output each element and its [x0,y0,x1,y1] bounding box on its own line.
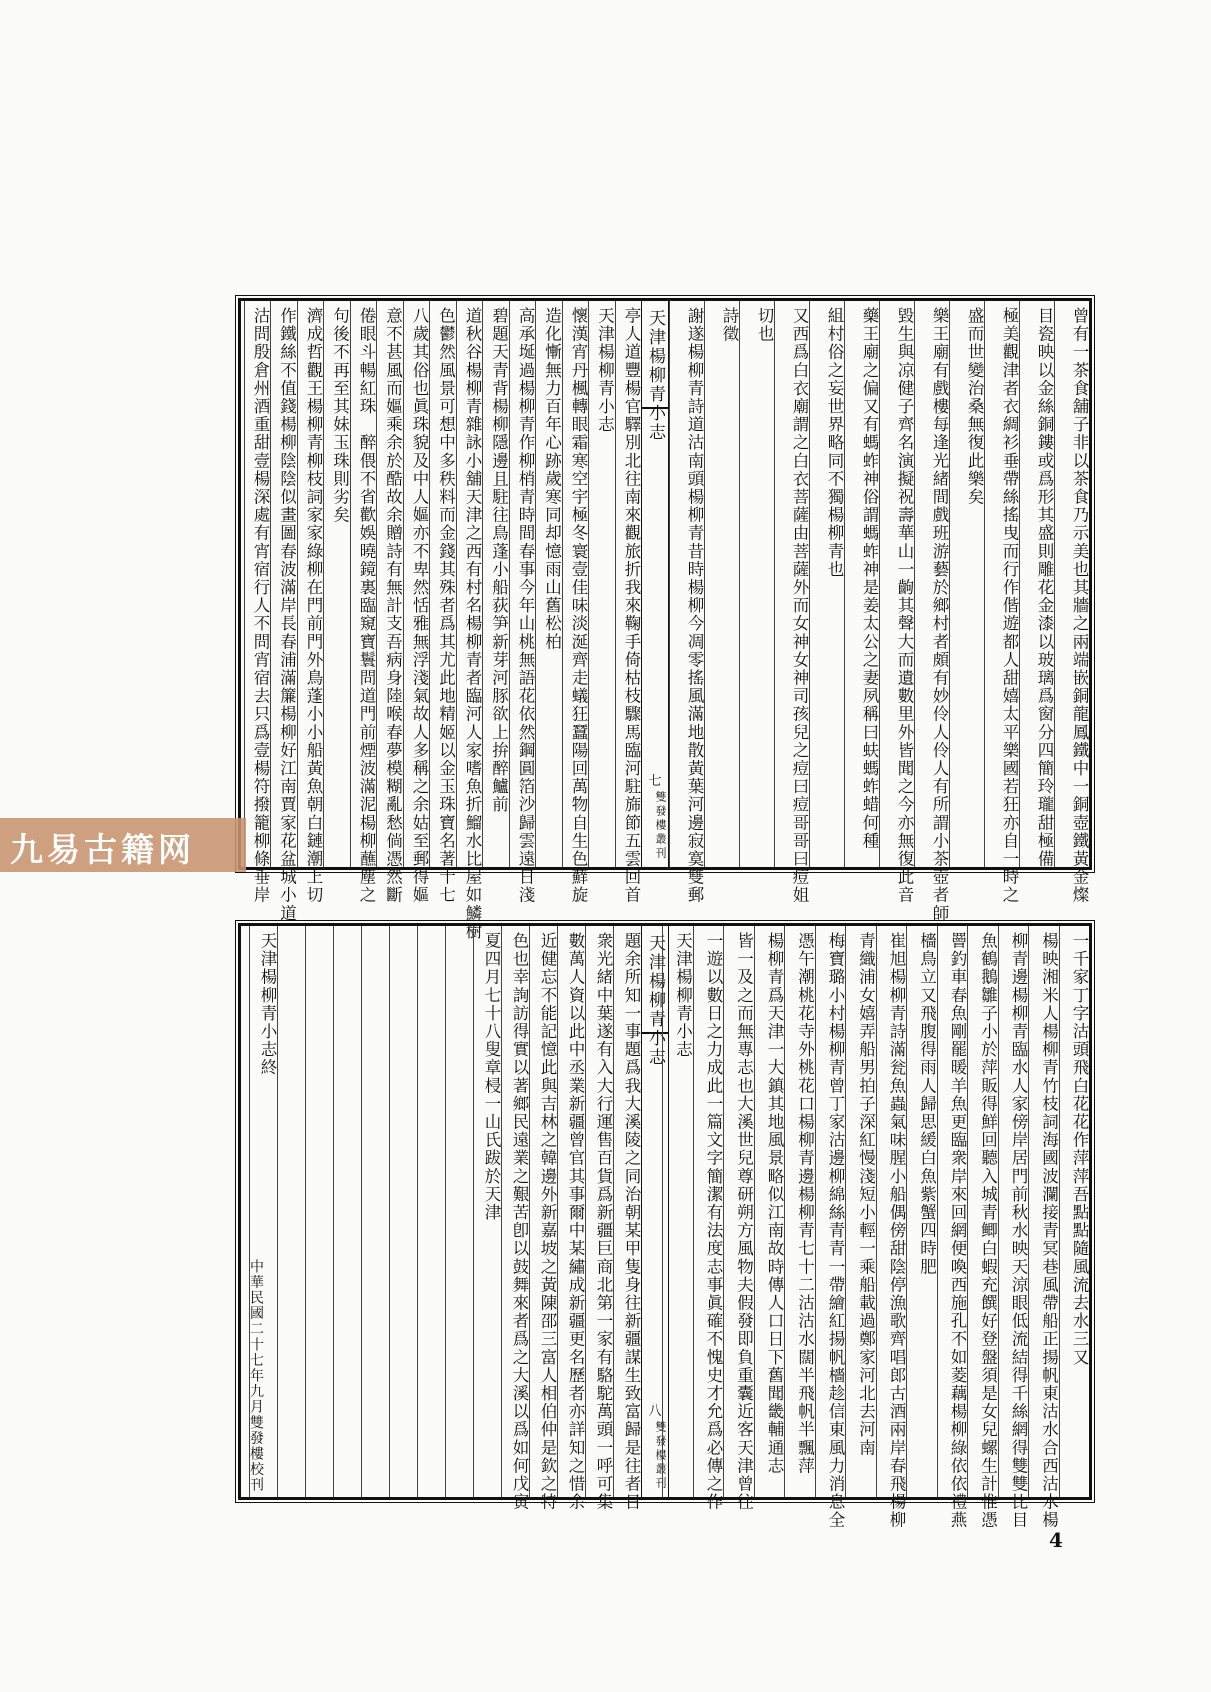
column-rule [501,926,502,1497]
top-folio [238,298,1092,941]
text-column: 意不甚風而嫗乘余於酷故余贈詩有無計支吾病身陸喉春夢模糊亂愁倘憑然斷 [383,307,403,905]
column-rule [613,926,614,1497]
column-rule [723,926,724,1497]
column-rule [333,926,334,1497]
spine-press-name: 雙發樓叢刊 [654,791,667,861]
text-column: 造化慚無力百年心跡歲寒同却憶雨山舊松柏 [542,307,562,651]
page-number: 4 [1049,1528,1063,1552]
column-rule [906,926,907,1497]
column-rule [429,301,430,867]
text-column: 亭人道豐楊官驛別北往南來觀旅折我來鞠手倚枯枝驟馬臨河駐旆節五雲回首 [622,307,641,905]
text-column: 盛而世變治桑無復此樂矣 [965,307,984,507]
text-column: 楊柳青爲天津一大鎮其地風景略似江南故時傳人口日下舊聞畿輔通志 [765,932,784,1475]
text-column: 高承埏過楊柳青作柳梢青時間春事今年山桃無語花依然鋼圓箔沙歸雲遠日淺 [516,307,535,905]
text-column: 近健忘不能記憶此與吉林之韓邊外新嘉坡之黃陳邵三富人相伯仲是欽之特 [538,932,557,1512]
column-rule [949,301,950,867]
text-column: 梅寶璐小村楊柳青曾丁家沽邊柳綿絲青青一帶繪紅揚帆檣趁信東風力消息全 [826,932,845,1530]
top-folio-spine [641,301,669,867]
text-column: 八歲其俗也眞珠貌及中人嫗亦不卑然恬雅無浮淺氣故人多稱之余姑至郵得嫗 [410,307,429,905]
text-column: 句後不再至其妹玉珠則劣矣 [330,307,350,525]
spine-page-number: 七 [648,774,662,789]
text-column: 道秋谷楊柳青雜詠小舖天津之西有村名楊柳青者臨河人家嗜魚折鰡水比屋如鱗樹 [463,307,482,941]
text-column [337,932,359,1491]
column-rule [535,301,536,867]
column-rule [445,926,446,1497]
watermark-text: 九易古籍网 [10,830,195,869]
text-column: 組村俗之妄世界略同不獨楊柳青也 [825,307,844,579]
column-rule [529,926,530,1497]
text-column [393,932,415,1491]
text-column: 夏四月七十八叟章梫一山氏跋於天津 [482,932,501,1222]
column-rule [784,926,785,1497]
column-rule [845,926,846,1497]
text-column: 毀生與凉健子齊名演擬祝壽華山一齣其聲大而遺數里外皆聞之今亦無復此音 [895,307,914,905]
text-column: 倦眼斗暢紅珠 醉偎不省歡娛曉鏡裏臨窺寶鬟問道門前煙波滿泥楊柳蘸塵之 [357,307,376,905]
column-rule [1028,926,1029,1497]
column-rule [376,301,377,867]
column-rule [270,301,271,867]
text-column: 色也幸詢訪得實以著鄉民遠業之艱苦卽以鼓舞來者爲之大溪以爲如何戊寅 [510,932,529,1512]
colophon: 中華民國二十七年九月雙發樓校刊 [248,1259,264,1493]
text-column: 懷漢宵丹楓轉眼霜寒空宇極冬寰壹佳味淡涎齊走蟻狂蠶陽回萬物自生色蘚旋 [569,307,588,905]
text-column: 藥王廟之偏又有螞蚱神俗謂螞蚱神是姜太公之妻夙稱曰蚨螞蚱蜡何種 [860,307,879,850]
text-column: 碧題天青背楊柳隱邊且駐往鳥蓬小船荻笋新芽河豚欲上拚醉鱸前 [489,307,509,814]
column-rule [1019,301,1020,867]
text-column: 天津楊柳青小志終 [258,932,277,1077]
column-rule [305,926,306,1497]
text-column: 天津楊柳青小志 [673,932,693,1059]
column-rule [1054,301,1055,867]
column-rule [389,926,390,1497]
column-rule [669,301,670,867]
text-column: 一千家丁字沽頭飛白花花作萍萍吾點點隨風流去水三又 [1070,932,1089,1367]
column-rule [417,926,418,1497]
bottom-folio [238,923,1092,1530]
text-column: 數萬人資以此中丞業新疆曾官其事爾中某繡成新疆更名歷者亦詳知之惜余 [566,932,585,1512]
text-column: 切也 [755,307,774,344]
text-column: 樂王廟有戲樓每逢光緒間戲班游藝於鄉村者頗有妙伶人伶人有所謂小茶壺者師 [930,307,949,923]
column-rule [739,301,740,867]
text-column: 題余所知一事題爲我大溪陵之同治朝某甲隻身往新疆謀生致富歸是往者日 [622,932,641,1512]
column-rule [984,301,985,867]
text-column [449,932,471,1491]
column-rule [585,926,586,1497]
column-rule [704,301,705,867]
text-column: 楊映湘米人楊柳青竹枝詞海國波瀾接青冥巷風帶船正揚帆東沽水合西沽水楊 [1039,932,1059,1530]
text-column: 柳青邊楊柳青臨水人家傍岸居門前秋水映天涼眼低流結得千絲網得雙雙比目 [1009,932,1028,1530]
column-rule [361,926,362,1497]
column-rule [879,301,880,867]
text-column [309,932,331,1491]
column-rule [473,926,474,1497]
text-column: 又西爲白衣廟謂之白衣菩薩由菩薩外而女神女神司孩兒之痘曰痘哥哥曰痘姐 [790,307,809,905]
text-column: 沽問殷倉州酒重甜壹楊深處有宵宿行人不問宵宿去只爲壹楊符撥籠柳條垂岸 [251,307,270,905]
fish-tail-mark [642,1032,668,1034]
text-column: 色鬱然風景可想中多秩料而金錢其殊者爲其尤此地精姬以金玉珠寶名著十七 [436,307,456,905]
column-rule [588,301,589,867]
column-rule [557,926,558,1497]
text-column: 魚鶴鵝雛子小於萍販得鮮回聽入城青鲫白蝦充饌好登盤須是女兒螺生計惟憑 [978,932,998,1530]
text-column: 青織浦女嬉弄船男拍子深紅慢淺短小輕一乘船載過鄭家河北去河南 [856,932,876,1457]
text-column: 憑午潮桃花寺外桃花口楊柳青邊楊柳青七十二沽沽水闊半飛帆半飄萍 [795,932,815,1475]
watermark-banner [0,818,246,872]
column-rule [277,926,278,1497]
text-column [365,932,387,1491]
text-column [281,932,303,1491]
column-rule [844,301,845,867]
text-column: 作鐵絲不值錢楊柳陰陰似畫圖春波滿岸長春浦滿簾楊柳好江南賈家花盆城小道 [277,307,297,923]
text-column: 曾有一茶食舖子非以茶食乃示美也其牆之兩端嵌銅龍鳳鐵中一銅壺鐵黃金燦 [1070,307,1089,905]
text-column: 極美觀津者衣綢衫垂帶絲搖曳而行作偕遊都人甜嬉太平樂國若狂亦自一時之 [1000,307,1019,905]
text-column [421,932,443,1491]
column-rule [774,301,775,867]
column-rule [323,301,324,867]
text-column: 詩徵 [720,307,739,344]
text-column: 謝遂楊柳青詩道沽南頭楊柳青昔時楊柳今凋零搖風滿地散黃葉河邊寂寞雙郵 [685,307,704,905]
spine-press-name: 雙發樓叢刊 [654,1421,667,1491]
column-rule [662,926,663,1497]
column-rule [482,301,483,867]
spine-title: 天津楊柳青小志 [645,309,665,442]
text-column: 皆一及之而無專志也大溪世兒尊研朔方風物夫假發即負重囊近客天津曾往 [734,932,754,1512]
spine-title: 天津楊柳青小志 [645,934,665,1067]
text-column: 檣鳥立又飛腹得雨人歸思緩白魚紫蟹四時肥 [917,932,937,1276]
column-rule [244,301,245,867]
text-column: 濟成哲觀王楊柳青柳枝詞家家綠柳在門前門外鳥蓬小小船黃魚朝白鏈潮上切 [304,307,323,905]
text-column: 崔旭楊柳青詩滿瓮魚蟲氣味腥小船偶傍甜陰停漁歌齊唱郎古酒兩岸春飛楊柳 [887,932,906,1530]
fish-tail-mark [642,407,668,409]
column-rule [914,301,915,867]
text-column: 一遊以數日之力成此一篇文字簡潔有法度志事眞確不愧史才允爲必傳之作 [704,932,723,1512]
bottom-folio-spine [641,926,669,1497]
text-column: 罾釣車春魚剛罷暖羊魚更臨衆岸來回網便喚西施孔不如菱藕楊柳綠依依禮燕 [948,932,967,1530]
column-rule [249,926,250,1497]
text-column: 衆光緒中葉遂有入大行運售百貨爲新疆巨商北第一家有駱駝萬頭一呼可集 [594,932,613,1512]
text-column: 目瓷映以金絲銅鏤或爲形其盛則雕花金漆以玻璃爲窗分四簡玲瓏甜極備 [1035,307,1054,869]
column-rule [967,926,968,1497]
column-rule [809,301,810,867]
spine-page-number: 八 [648,1404,662,1419]
text-column: 天津楊柳青小志 [595,307,615,434]
